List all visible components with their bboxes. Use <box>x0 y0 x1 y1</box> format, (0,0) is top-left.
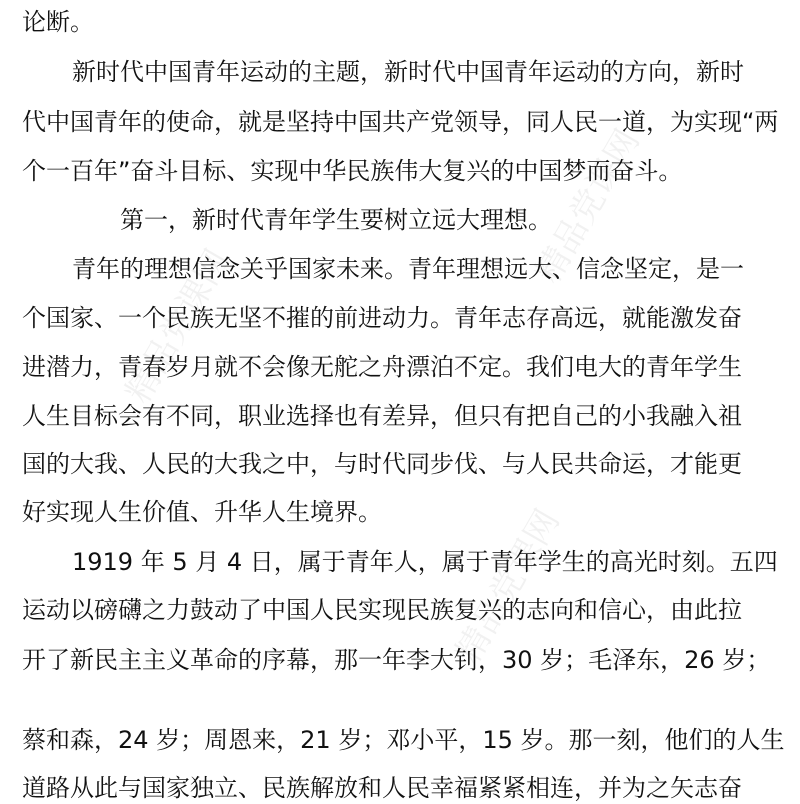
paragraph-line: 论断。 <box>22 8 94 36</box>
watermark-center: 精品党课网 <box>528 122 648 290</box>
watermark-right: 精品党课网 <box>448 502 568 670</box>
paragraph-line: 新时代中国青年运动的主题，新时代中国青年运动的方向，新时 <box>72 58 744 86</box>
paragraph-line: 个国家、一个民族无坚不摧的前进动力。青年志存高远，就能激发奋 <box>22 304 742 332</box>
paragraph-line: 开了新民主主义革命的序幕，那一年李大钊，30 岁；毛泽东，26 岁； <box>22 646 771 674</box>
paragraph-line: 代中国青年的使命，就是坚持中国共产党领导，同人民一道，为实现“两 <box>22 108 779 136</box>
paragraph-line: 好实现人生价值、升华人生境界。 <box>22 498 382 526</box>
section-heading: 第一，新时代青年学生要树立远大理想。 <box>120 206 552 234</box>
paragraph-line: 个一百年”奋斗目标、实现中华民族伟大复兴的中国梦而奋斗。 <box>22 157 683 185</box>
paragraph-line: 运动以磅礴之力鼓动了中国人民实现民族复兴的志向和信心，由此拉 <box>22 596 742 624</box>
watermark-left: 精品党课网 <box>118 242 238 410</box>
paragraph-line: 人生目标会有不同，职业选择也有差异，但只有把自己的小我融入祖 <box>22 402 742 430</box>
paragraph-line: 道路从此与国家独立、民族解放和人民幸福紧紧相连，并为之矢志奋 <box>22 774 742 802</box>
paragraph-line: 蔡和森，24 岁；周恩来，21 岁；邓小平，15 岁。那一刻，他们的人生 <box>22 726 785 754</box>
paragraph-line: 1919 年 5 月 4 日，属于青年人，属于青年学生的高光时刻。五四 <box>72 548 778 576</box>
paragraph-line: 进潜力，青春岁月就不会像无舵之舟漂泊不定。我们电大的青年学生 <box>22 353 742 381</box>
paragraph-line: 国的大我、人民的大我之中，与时代同步伐、与人民共命运，才能更 <box>22 450 742 478</box>
paragraph-line: 青年的理想信念关乎国家未来。青年理想远大、信念坚定，是一 <box>72 255 744 283</box>
